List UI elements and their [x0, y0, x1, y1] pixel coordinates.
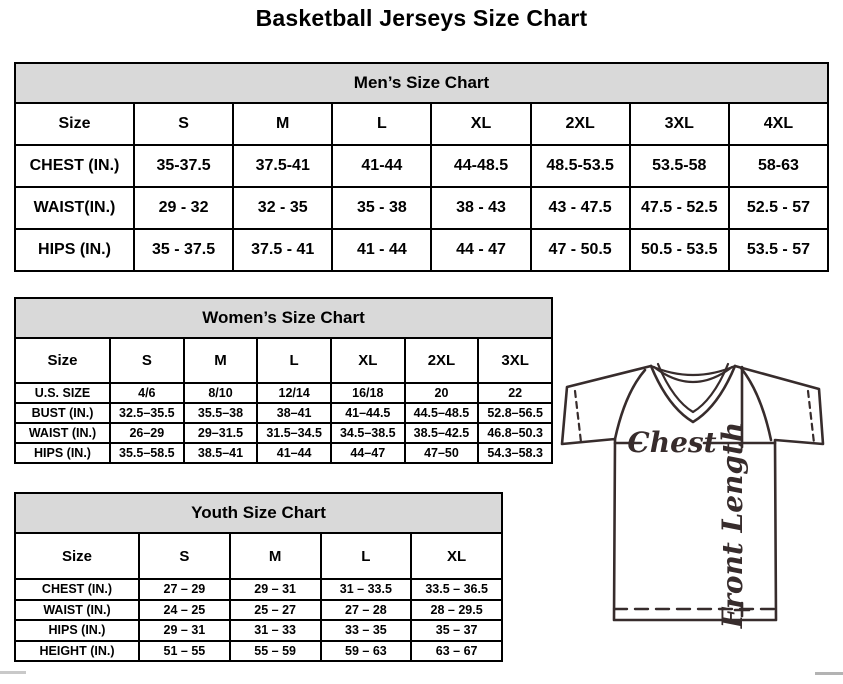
row-label: CHEST (IN.) — [15, 145, 134, 187]
size-cell: 59 – 63 — [321, 641, 412, 662]
size-cell: 8/10 — [184, 383, 258, 403]
size-cell: 63 – 67 — [411, 641, 502, 662]
size-cell: 44-48.5 — [431, 145, 530, 187]
row-label: BUST (IN.) — [15, 403, 110, 423]
size-cell: 35 – 37 — [411, 620, 502, 641]
size-cell: 34.5–38.5 — [331, 423, 405, 443]
column-header: XL — [431, 103, 530, 145]
chest-measurement-label: Chest — [627, 426, 717, 459]
table-title: Women’s Size Chart — [15, 298, 552, 338]
table-title: Men’s Size Chart — [15, 63, 828, 103]
size-cell: 32.5–35.5 — [110, 403, 184, 423]
size-cell: 53.5-58 — [630, 145, 729, 187]
size-cell: 16/18 — [331, 383, 405, 403]
size-cell: 41–44 — [257, 443, 331, 463]
row-label: WAIST(IN.) — [15, 187, 134, 229]
size-cell: 12/14 — [257, 383, 331, 403]
size-cell: 55 – 59 — [230, 641, 321, 662]
size-cell: 47.5 - 52.5 — [630, 187, 729, 229]
size-cell: 29 - 32 — [134, 187, 233, 229]
size-cell: 58-63 — [729, 145, 828, 187]
column-header: XL — [411, 533, 502, 579]
size-cell: 25 – 27 — [230, 600, 321, 621]
column-header: 4XL — [729, 103, 828, 145]
size-cell: 53.5 - 57 — [729, 229, 828, 271]
youth-size-table — [14, 492, 503, 662]
column-header: Size — [15, 338, 110, 383]
size-cell: 37.5-41 — [233, 145, 332, 187]
size-cell: 20 — [405, 383, 479, 403]
size-cell: 38 - 43 — [431, 187, 530, 229]
size-cell: 29–31.5 — [184, 423, 258, 443]
size-cell: 43 - 47.5 — [531, 187, 630, 229]
row-label: CHEST (IN.) — [15, 579, 139, 600]
row-label: HEIGHT (IN.) — [15, 641, 139, 662]
size-cell: 35 - 37.5 — [134, 229, 233, 271]
size-cell: 31 – 33 — [230, 620, 321, 641]
column-header: Size — [15, 533, 139, 579]
column-header: L — [332, 103, 431, 145]
size-cell: 27 – 29 — [139, 579, 230, 600]
size-cell: 22 — [478, 383, 552, 403]
womens-size-table — [14, 297, 553, 464]
column-header: S — [110, 338, 184, 383]
column-header: L — [321, 533, 412, 579]
column-header: M — [184, 338, 258, 383]
column-header: XL — [331, 338, 405, 383]
size-cell: 44–47 — [331, 443, 405, 463]
column-header: Size — [15, 103, 134, 145]
column-header: M — [230, 533, 321, 579]
jersey-outline-icon — [552, 353, 842, 679]
size-cell: 33.5 – 36.5 — [411, 579, 502, 600]
size-cell: 44 - 47 — [431, 229, 530, 271]
row-label: U.S. SIZE — [15, 383, 110, 403]
column-header: L — [257, 338, 331, 383]
size-cell: 47 - 50.5 — [531, 229, 630, 271]
size-cell: 24 – 25 — [139, 600, 230, 621]
size-cell: 41-44 — [332, 145, 431, 187]
horizontal-scrollbar-fragment[interactable] — [815, 672, 843, 675]
size-cell: 35-37.5 — [134, 145, 233, 187]
row-label: HIPS (IN.) — [15, 620, 139, 641]
table-title: Youth Size Chart — [15, 493, 502, 533]
size-cell: 54.3–58.3 — [478, 443, 552, 463]
size-cell: 52.8–56.5 — [478, 403, 552, 423]
size-cell: 33 – 35 — [321, 620, 412, 641]
size-cell: 38–41 — [257, 403, 331, 423]
size-cell: 50.5 - 53.5 — [630, 229, 729, 271]
row-label: WAIST (IN.) — [15, 423, 110, 443]
size-cell: 44.5–48.5 — [405, 403, 479, 423]
horizontal-scrollbar-fragment[interactable] — [0, 671, 26, 674]
jersey-measurement-diagram — [552, 353, 842, 679]
front-length-measurement-label: Front Length — [716, 421, 749, 629]
size-cell: 31 – 33.5 — [321, 579, 412, 600]
size-cell: 27 – 28 — [321, 600, 412, 621]
column-header: 3XL — [478, 338, 552, 383]
column-header: S — [134, 103, 233, 145]
size-cell: 38.5–42.5 — [405, 423, 479, 443]
size-cell: 47–50 — [405, 443, 479, 463]
column-header: 2XL — [405, 338, 479, 383]
column-header: 3XL — [630, 103, 729, 145]
column-header: S — [139, 533, 230, 579]
size-cell: 32 - 35 — [233, 187, 332, 229]
column-header: M — [233, 103, 332, 145]
page-title: Basketball Jerseys Size Chart — [255, 5, 588, 31]
size-cell: 41–44.5 — [331, 403, 405, 423]
size-cell: 41 - 44 — [332, 229, 431, 271]
size-cell: 28 – 29.5 — [411, 600, 502, 621]
size-cell: 51 – 55 — [139, 641, 230, 662]
mens-size-table — [14, 62, 829, 272]
size-cell: 37.5 - 41 — [233, 229, 332, 271]
size-cell: 48.5-53.5 — [531, 145, 630, 187]
size-cell: 31.5–34.5 — [257, 423, 331, 443]
size-cell: 46.8–50.3 — [478, 423, 552, 443]
size-cell: 38.5–41 — [184, 443, 258, 463]
size-cell: 35.5–38 — [184, 403, 258, 423]
row-label: HIPS (IN.) — [15, 229, 134, 271]
size-cell: 35 - 38 — [332, 187, 431, 229]
column-header: 2XL — [531, 103, 630, 145]
size-cell: 52.5 - 57 — [729, 187, 828, 229]
row-label: HIPS (IN.) — [15, 443, 110, 463]
size-cell: 35.5–58.5 — [110, 443, 184, 463]
size-cell: 4/6 — [110, 383, 184, 403]
row-label: WAIST (IN.) — [15, 600, 139, 621]
size-cell: 29 – 31 — [230, 579, 321, 600]
size-cell: 26–29 — [110, 423, 184, 443]
size-cell: 29 – 31 — [139, 620, 230, 641]
